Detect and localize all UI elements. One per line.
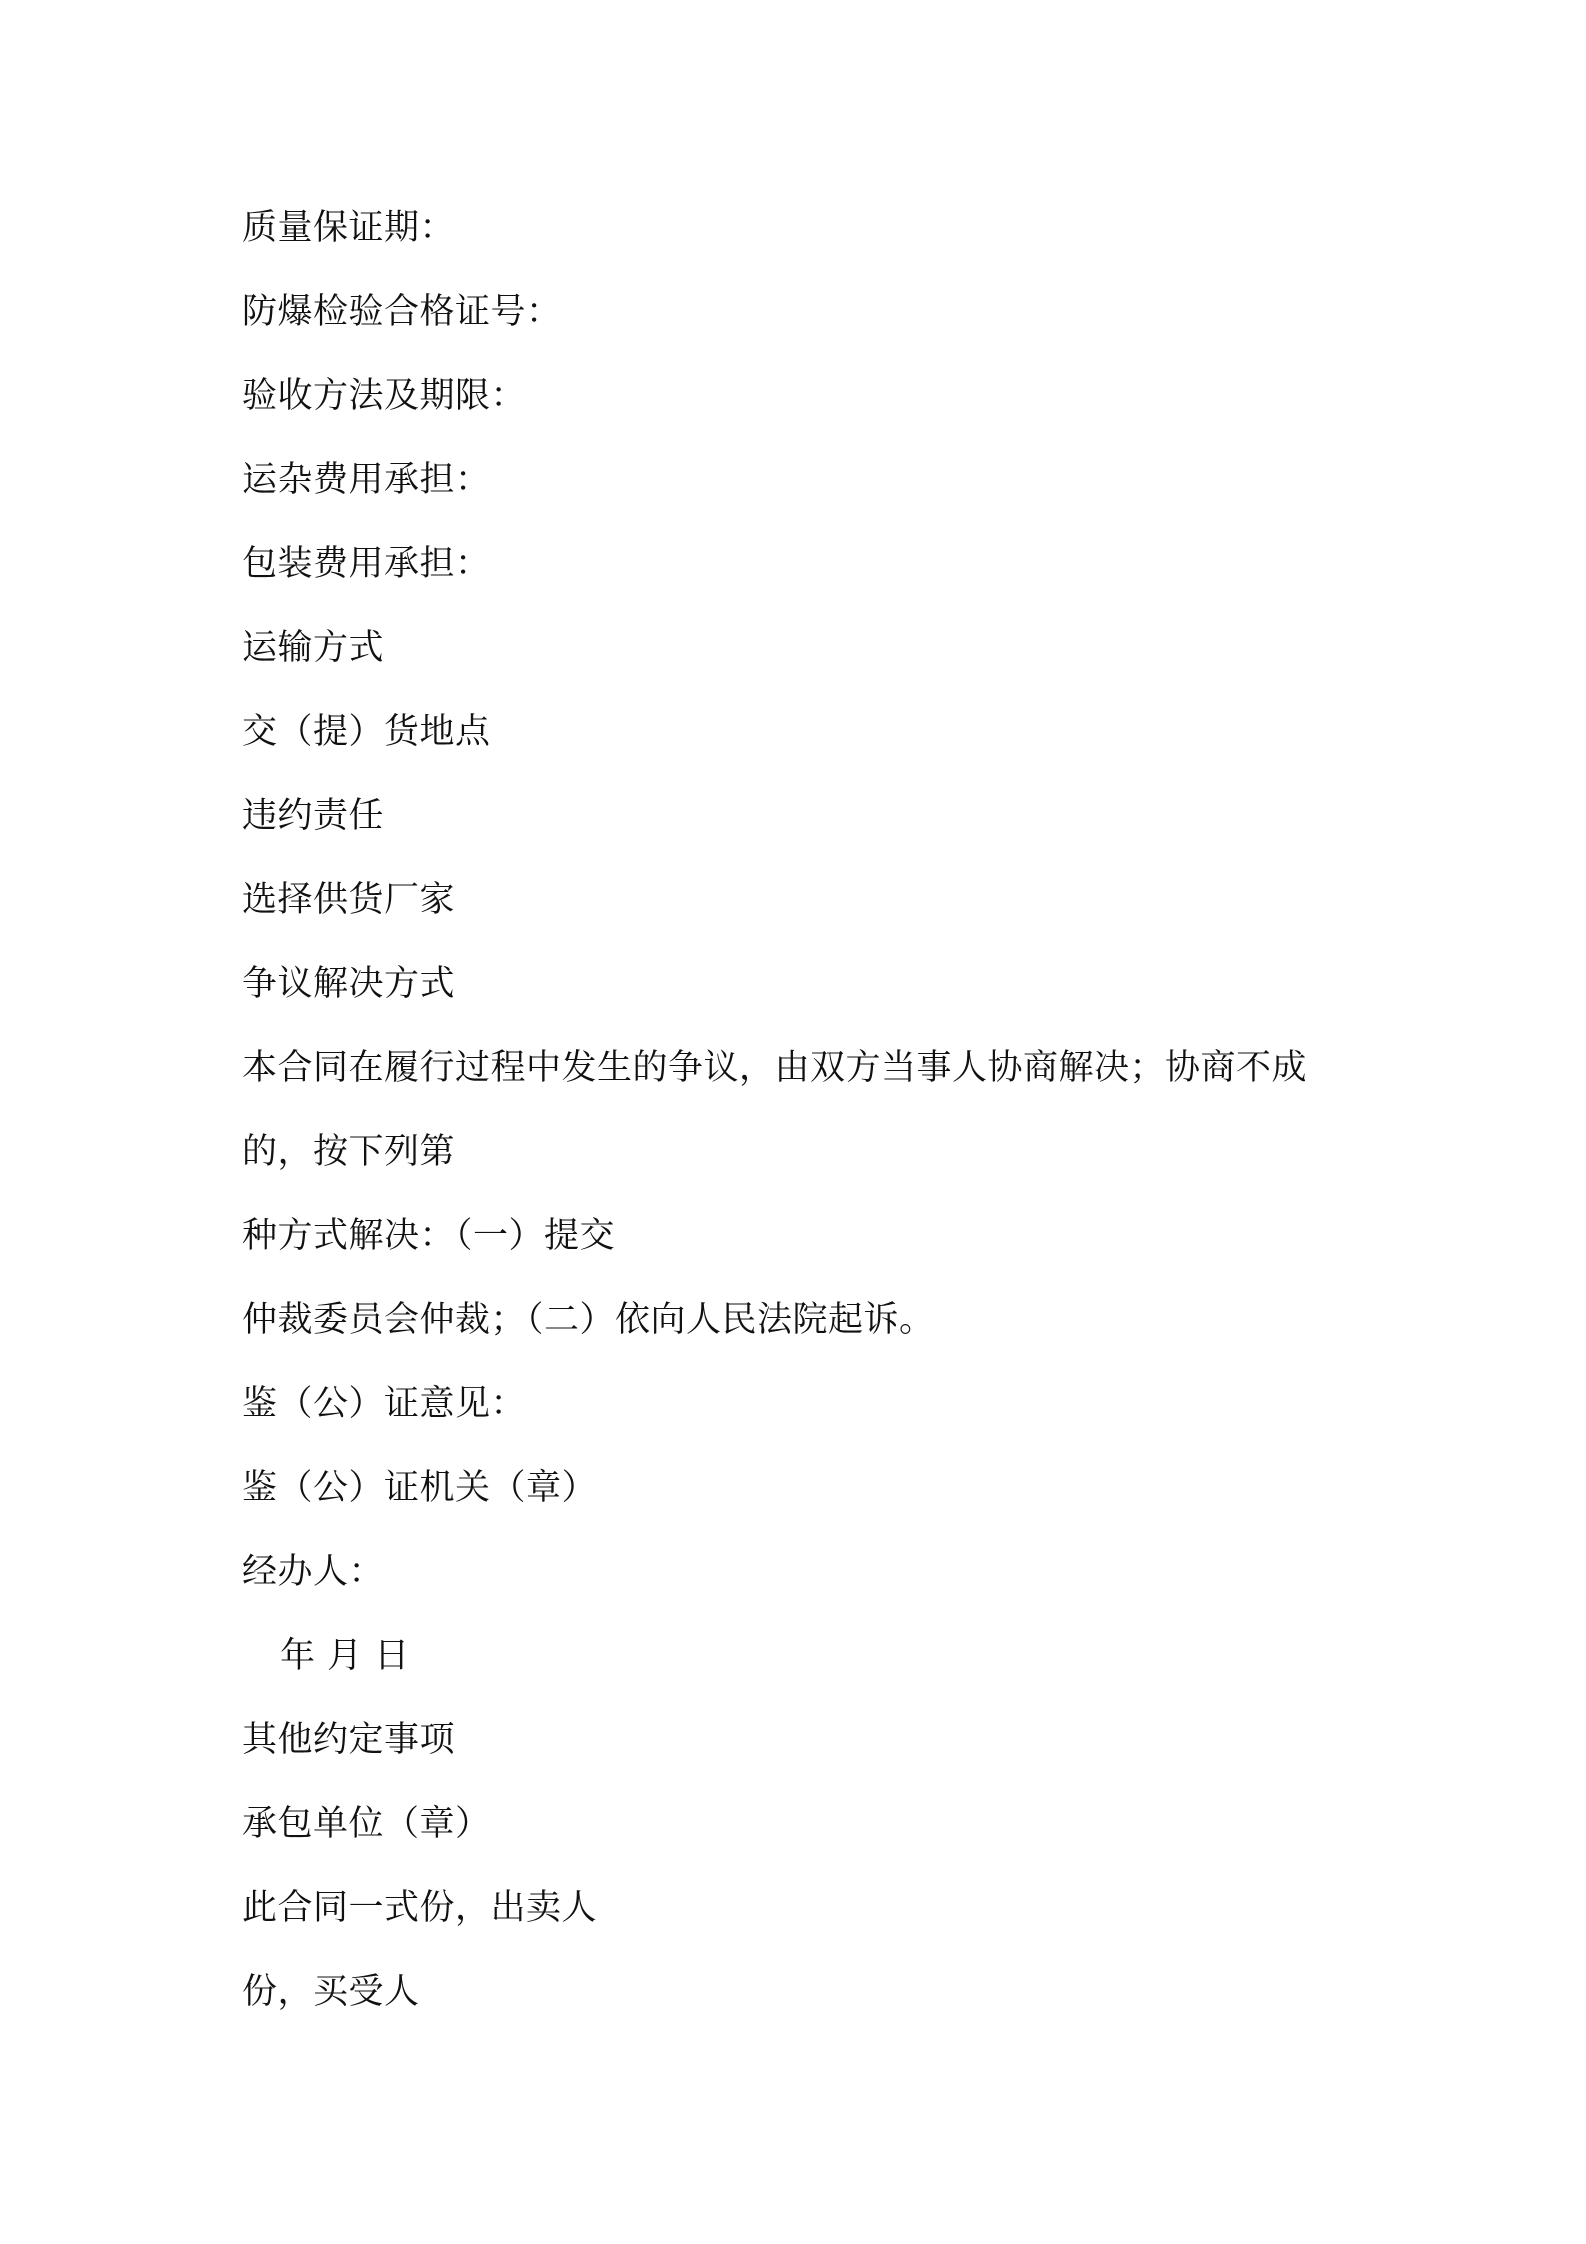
dispute-resolution-heading: 争议解决方式: [242, 964, 456, 1004]
other-matters-label: 其他约定事项: [242, 1720, 456, 1760]
delivery-location-label: 交（提）货地点: [242, 712, 491, 752]
dispute-clause-line-1: 本合同在履行过程中发生的争议，由双方当事人协商解决；协商不成: [242, 1048, 1308, 1088]
explosion-proof-certificate-label: 防爆检验合格证号：: [242, 292, 562, 332]
supplier-selection-label: 选择供货厂家: [242, 880, 456, 920]
handler-label: 经办人：: [242, 1552, 385, 1592]
copies-clause-line-2: 份，买受人: [242, 1972, 420, 2012]
freight-cost-label: 运杂费用承担：: [242, 460, 491, 500]
quality-warranty-period-label: 质量保证期：: [242, 208, 456, 248]
transport-method-label: 运输方式: [242, 628, 385, 668]
notarization-opinion-label: 鉴（公）证意见：: [242, 1384, 527, 1424]
acceptance-method-label: 验收方法及期限：: [242, 376, 527, 416]
dispute-clause-line-3: 种方式解决：（一）提交: [242, 1216, 616, 1256]
dispute-clause-line-2: 的，按下列第: [242, 1132, 456, 1172]
contractor-seal-label: 承包单位（章）: [242, 1804, 491, 1844]
copies-clause-line-1: 此合同一式份，出卖人: [242, 1888, 598, 1928]
breach-liability-label: 违约责任: [242, 796, 385, 836]
dispute-clause-line-4: 仲裁委员会仲裁；（二）依向人民法院起诉。: [242, 1300, 935, 1340]
notarization-authority-seal-label: 鉴（公）证机关（章）: [242, 1468, 598, 1508]
packaging-cost-label: 包装费用承担：: [242, 544, 491, 584]
date-line: 年 月 日: [280, 1636, 410, 1676]
